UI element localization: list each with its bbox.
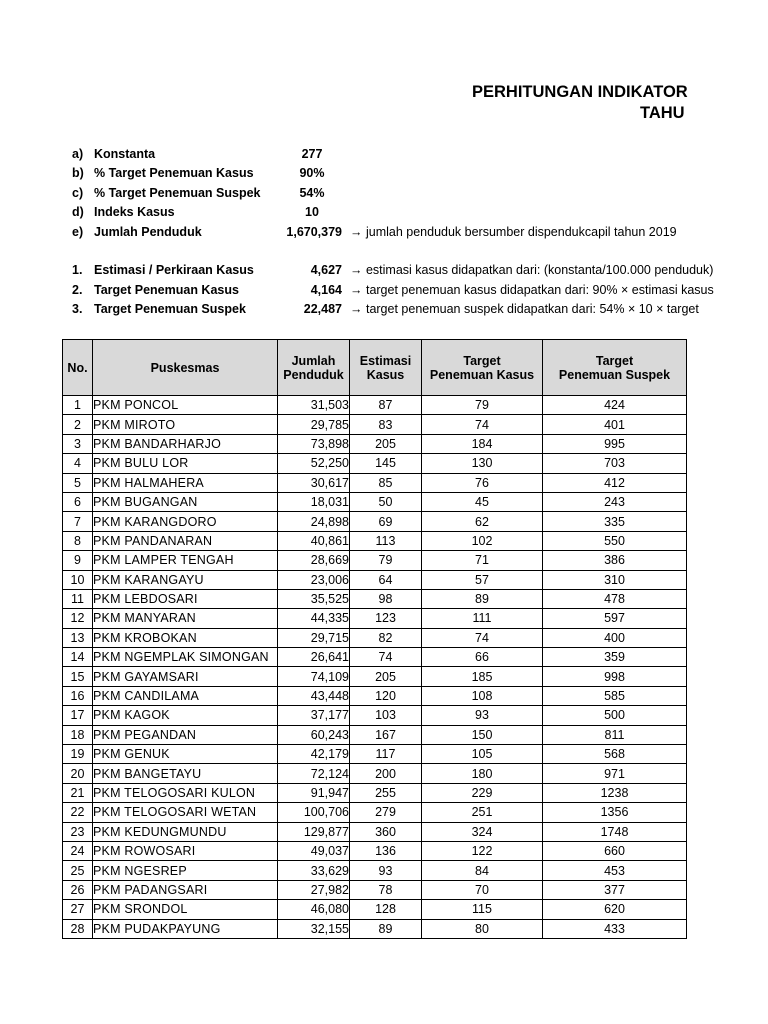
param-row-konstanta: [0, 147, 768, 166]
puskesmas-name: PKM BUGANGAN: [93, 492, 278, 511]
estimasi-kasus: 79: [350, 551, 422, 570]
target-penemuan-suspek: 971: [543, 764, 687, 783]
jumlah-penduduk: 52,250: [278, 454, 350, 473]
estimasi-kasus: 78: [350, 880, 422, 899]
jumlah-penduduk: 30,617: [278, 473, 350, 492]
estimasi-kasus: 113: [350, 531, 422, 550]
row-number: 15: [63, 667, 93, 686]
target-penemuan-suspek: 597: [543, 609, 687, 628]
jumlah-penduduk: 35,525: [278, 589, 350, 608]
row-number: 27: [63, 900, 93, 919]
param-letter: a): [72, 147, 84, 161]
target-penemuan-kasus: 111: [422, 609, 543, 628]
puskesmas-name: PKM MIROTO: [93, 415, 278, 434]
param-label: % Target Penemuan Suspek: [94, 186, 261, 200]
table-row: [63, 822, 687, 841]
param-letter: b): [72, 166, 84, 180]
title-line-1: PERHITUNGAN INDIKATOR: [472, 83, 688, 101]
estimasi-kasus: 167: [350, 725, 422, 744]
result-label: Target Penemuan Suspek: [94, 302, 246, 316]
jumlah-penduduk: 29,785: [278, 415, 350, 434]
table-row: [63, 415, 687, 434]
target-penemuan-kasus: 324: [422, 822, 543, 841]
target-penemuan-suspek: 359: [543, 648, 687, 667]
puskesmas-name: PKM KARANGDORO: [93, 512, 278, 531]
jumlah-penduduk: 44,335: [278, 609, 350, 628]
puskesmas-name: PKM PONCOL: [93, 396, 278, 415]
estimasi-kasus: 123: [350, 609, 422, 628]
jumlah-penduduk: 24,898: [278, 512, 350, 531]
param-value: 10: [305, 205, 319, 219]
header-no: No.: [63, 340, 93, 396]
puskesmas-name: PKM NGESREP: [93, 861, 278, 880]
target-penemuan-kasus: 74: [422, 628, 543, 647]
target-penemuan-kasus: 70: [422, 880, 543, 899]
jumlah-penduduk: 33,629: [278, 861, 350, 880]
estimasi-kasus: 85: [350, 473, 422, 492]
row-number: 28: [63, 919, 93, 938]
header-target-penemuan-suspek: Target Penemuan Suspek: [543, 340, 687, 396]
puskesmas-name: PKM PADANGSARI: [93, 880, 278, 899]
target-penemuan-suspek: 1238: [543, 783, 687, 802]
row-number: 10: [63, 570, 93, 589]
target-penemuan-kasus: 66: [422, 648, 543, 667]
table-row: [63, 628, 687, 647]
row-number: 7: [63, 512, 93, 531]
target-penemuan-suspek: 310: [543, 570, 687, 589]
table-row: [63, 745, 687, 764]
jumlah-penduduk: 129,877: [278, 822, 350, 841]
result-value: 22,487: [303, 302, 342, 316]
row-number: 26: [63, 880, 93, 899]
target-penemuan-kasus: 185: [422, 667, 543, 686]
table-row: [63, 725, 687, 744]
jumlah-penduduk: 23,006: [278, 570, 350, 589]
header-puskesmas: Puskesmas: [93, 340, 278, 396]
estimasi-kasus: 145: [350, 454, 422, 473]
param-letter: d): [72, 205, 84, 219]
row-number: 14: [63, 648, 93, 667]
table-row: [63, 919, 687, 938]
target-penemuan-kasus: 102: [422, 531, 543, 550]
table-row: [63, 706, 687, 725]
estimasi-kasus: 82: [350, 628, 422, 647]
jumlah-penduduk: 74,109: [278, 667, 350, 686]
table-row: [63, 473, 687, 492]
jumlah-penduduk: 32,155: [278, 919, 350, 938]
row-number: 22: [63, 803, 93, 822]
row-number: 19: [63, 745, 93, 764]
puskesmas-name: PKM PANDANARAN: [93, 531, 278, 550]
table-row: [63, 783, 687, 802]
target-penemuan-kasus: 150: [422, 725, 543, 744]
row-number: 25: [63, 861, 93, 880]
result-row-estimasi: [0, 263, 768, 282]
jumlah-penduduk: 18,031: [278, 492, 350, 511]
row-number: 1: [63, 396, 93, 415]
table-row: [63, 686, 687, 705]
puskesmas-name: PKM TELOGOSARI WETAN: [93, 803, 278, 822]
target-penemuan-kasus: 229: [422, 783, 543, 802]
target-penemuan-kasus: 251: [422, 803, 543, 822]
target-penemuan-suspek: 500: [543, 706, 687, 725]
estimasi-kasus: 74: [350, 648, 422, 667]
jumlah-penduduk: 42,179: [278, 745, 350, 764]
target-penemuan-suspek: 811: [543, 725, 687, 744]
jumlah-penduduk: 72,124: [278, 764, 350, 783]
param-label: % Target Penemuan Kasus: [94, 166, 254, 180]
target-penemuan-kasus: 45: [422, 492, 543, 511]
target-penemuan-kasus: 89: [422, 589, 543, 608]
table-row: [63, 803, 687, 822]
estimasi-kasus: 360: [350, 822, 422, 841]
target-penemuan-kasus: 57: [422, 570, 543, 589]
jumlah-penduduk: 26,641: [278, 648, 350, 667]
jumlah-penduduk: 91,947: [278, 783, 350, 802]
result-value: 4,164: [310, 283, 342, 297]
puskesmas-name: PKM HALMAHERA: [93, 473, 278, 492]
target-penemuan-kasus: 71: [422, 551, 543, 570]
row-number: 21: [63, 783, 93, 802]
target-penemuan-suspek: 660: [543, 841, 687, 860]
row-number: 3: [63, 434, 93, 453]
table-row: [63, 648, 687, 667]
jumlah-penduduk: 27,982: [278, 880, 350, 899]
target-penemuan-suspek: 453: [543, 861, 687, 880]
jumlah-penduduk: 28,669: [278, 551, 350, 570]
title-line-2: TAHU: [640, 104, 685, 122]
estimasi-kasus: 83: [350, 415, 422, 434]
puskesmas-name: PKM LEBDOSARI: [93, 589, 278, 608]
puskesmas-name: PKM PEGANDAN: [93, 725, 278, 744]
row-number: 8: [63, 531, 93, 550]
table-row: [63, 512, 687, 531]
target-penemuan-suspek: 995: [543, 434, 687, 453]
row-number: 18: [63, 725, 93, 744]
estimasi-kasus: 136: [350, 841, 422, 860]
table-row: [63, 609, 687, 628]
puskesmas-name: PKM PUDAKPAYUNG: [93, 919, 278, 938]
target-penemuan-kasus: 76: [422, 473, 543, 492]
target-penemuan-kasus: 84: [422, 861, 543, 880]
param-row-indeks-kasus: [0, 205, 768, 224]
table-row: [63, 492, 687, 511]
result-number: 3.: [72, 302, 83, 316]
estimasi-kasus: 93: [350, 861, 422, 880]
table-row: [63, 861, 687, 880]
puskesmas-name: PKM KAGOK: [93, 706, 278, 725]
puskesmas-name: PKM ROWOSARI: [93, 841, 278, 860]
result-row-target-suspek: [0, 302, 768, 321]
puskesmas-name: PKM KEDUNGMUNDU: [93, 822, 278, 841]
target-penemuan-suspek: 335: [543, 512, 687, 531]
param-label: Jumlah Penduduk: [94, 225, 202, 239]
target-penemuan-kasus: 115: [422, 900, 543, 919]
document-title: [472, 83, 768, 125]
target-penemuan-suspek: 998: [543, 667, 687, 686]
header-target-penemuan-kasus: Target Penemuan Kasus: [422, 340, 543, 396]
target-penemuan-suspek: 401: [543, 415, 687, 434]
puskesmas-name: PKM BANDARHARJO: [93, 434, 278, 453]
row-number: 6: [63, 492, 93, 511]
target-penemuan-suspek: 243: [543, 492, 687, 511]
target-penemuan-suspek: 400: [543, 628, 687, 647]
puskesmas-name: PKM GENUK: [93, 745, 278, 764]
table-row: [63, 880, 687, 899]
jumlah-penduduk: 37,177: [278, 706, 350, 725]
table-row: [63, 434, 687, 453]
target-penemuan-suspek: 478: [543, 589, 687, 608]
puskesmas-name: PKM LAMPER TENGAH: [93, 551, 278, 570]
param-value: 90%: [299, 166, 325, 180]
table-row: [63, 396, 687, 415]
table-row: [63, 551, 687, 570]
row-number: 5: [63, 473, 93, 492]
puskesmas-name: PKM BULU LOR: [93, 454, 278, 473]
target-penemuan-suspek: 585: [543, 686, 687, 705]
target-penemuan-kasus: 62: [422, 512, 543, 531]
estimasi-kasus: 69: [350, 512, 422, 531]
target-penemuan-kasus: 105: [422, 745, 543, 764]
estimasi-kasus: 117: [350, 745, 422, 764]
row-number: 16: [63, 686, 93, 705]
puskesmas-name: PKM CANDILAMA: [93, 686, 278, 705]
result-label: Estimasi / Perkiraan Kasus: [94, 263, 254, 277]
estimasi-kasus: 255: [350, 783, 422, 802]
target-penemuan-suspek: 550: [543, 531, 687, 550]
jumlah-penduduk: 29,715: [278, 628, 350, 647]
header-jumlah-penduduk: Jumlah Penduduk: [278, 340, 350, 396]
param-row-target-kasus: [0, 166, 768, 185]
target-penemuan-kasus: 79: [422, 396, 543, 415]
puskesmas-name: PKM KROBOKAN: [93, 628, 278, 647]
table-row: [63, 841, 687, 860]
estimasi-kasus: 87: [350, 396, 422, 415]
estimasi-kasus: 50: [350, 492, 422, 511]
target-penemuan-kasus: 122: [422, 841, 543, 860]
row-number: 11: [63, 589, 93, 608]
target-penemuan-suspek: 424: [543, 396, 687, 415]
puskesmas-name: PKM KARANGAYU: [93, 570, 278, 589]
target-penemuan-kasus: 180: [422, 764, 543, 783]
param-value: 1,670,379: [286, 225, 342, 239]
target-penemuan-kasus: 74: [422, 415, 543, 434]
row-number: 12: [63, 609, 93, 628]
param-letter: e): [72, 225, 84, 239]
table-row: [63, 900, 687, 919]
jumlah-penduduk: 31,503: [278, 396, 350, 415]
target-penemuan-suspek: 377: [543, 880, 687, 899]
target-penemuan-suspek: 620: [543, 900, 687, 919]
puskesmas-name: PKM NGEMPLAK SIMONGAN: [93, 648, 278, 667]
result-number: 2.: [72, 283, 83, 297]
result-note: → target penemuan kasus didapatkan dari: 90% × estimasi kasus: [350, 283, 714, 297]
table-row: [63, 764, 687, 783]
puskesmas-name: PKM GAYAMSARI: [93, 667, 278, 686]
result-value: 4,627: [310, 263, 342, 277]
estimasi-kasus: 98: [350, 589, 422, 608]
jumlah-penduduk: 73,898: [278, 434, 350, 453]
target-penemuan-kasus: 184: [422, 434, 543, 453]
target-penemuan-suspek: 703: [543, 454, 687, 473]
header-estimasi-kasus: Estimasi Kasus: [350, 340, 422, 396]
row-number: 13: [63, 628, 93, 647]
param-label: Konstanta: [94, 147, 156, 161]
target-penemuan-suspek: 1748: [543, 822, 687, 841]
puskesmas-name: PKM BANGETAYU: [93, 764, 278, 783]
table-row: [63, 589, 687, 608]
param-note: → jumlah penduduk bersumber dispendukcapil tahun 2019: [350, 225, 677, 239]
estimasi-kasus: 64: [350, 570, 422, 589]
puskesmas-name: PKM TELOGOSARI KULON: [93, 783, 278, 802]
target-penemuan-kasus: 93: [422, 706, 543, 725]
estimasi-kasus: 120: [350, 686, 422, 705]
estimasi-kasus: 128: [350, 900, 422, 919]
row-number: 4: [63, 454, 93, 473]
jumlah-penduduk: 46,080: [278, 900, 350, 919]
table-header-row: [63, 340, 687, 396]
table-row: [63, 570, 687, 589]
puskesmas-name: PKM MANYARAN: [93, 609, 278, 628]
target-penemuan-kasus: 80: [422, 919, 543, 938]
param-row-jumlah-penduduk: [0, 225, 768, 244]
target-penemuan-suspek: 412: [543, 473, 687, 492]
row-number: 17: [63, 706, 93, 725]
estimasi-kasus: 205: [350, 667, 422, 686]
puskesmas-name: PKM SRONDOL: [93, 900, 278, 919]
table-row: [63, 667, 687, 686]
param-value: 54%: [299, 186, 325, 200]
target-penemuan-kasus: 130: [422, 454, 543, 473]
result-number: 1.: [72, 263, 83, 277]
row-number: 24: [63, 841, 93, 860]
param-letter: c): [72, 186, 84, 200]
row-number: 2: [63, 415, 93, 434]
estimasi-kasus: 279: [350, 803, 422, 822]
target-penemuan-suspek: 568: [543, 745, 687, 764]
target-penemuan-suspek: 433: [543, 919, 687, 938]
table-row: [63, 454, 687, 473]
target-penemuan-suspek: 386: [543, 551, 687, 570]
result-row-target-kasus: [0, 283, 768, 302]
estimasi-kasus: 200: [350, 764, 422, 783]
jumlah-penduduk: 100,706: [278, 803, 350, 822]
estimasi-kasus: 89: [350, 919, 422, 938]
param-label: Indeks Kasus: [94, 205, 175, 219]
jumlah-penduduk: 40,861: [278, 531, 350, 550]
result-note: → target penemuan suspek didapatkan dari: 54% × 10 × target: [350, 302, 699, 316]
jumlah-penduduk: 49,037: [278, 841, 350, 860]
target-penemuan-kasus: 108: [422, 686, 543, 705]
jumlah-penduduk: 60,243: [278, 725, 350, 744]
estimasi-kasus: 205: [350, 434, 422, 453]
table-row: [63, 531, 687, 550]
jumlah-penduduk: 43,448: [278, 686, 350, 705]
result-label: Target Penemuan Kasus: [94, 283, 239, 297]
result-note: → estimasi kasus didapatkan dari: (konstanta/100.000 penduduk): [350, 263, 714, 277]
row-number: 23: [63, 822, 93, 841]
target-penemuan-suspek: 1356: [543, 803, 687, 822]
row-number: 9: [63, 551, 93, 570]
row-number: 20: [63, 764, 93, 783]
puskesmas-table: [62, 339, 687, 939]
estimasi-kasus: 103: [350, 706, 422, 725]
param-value: 277: [301, 147, 323, 161]
param-row-target-suspek: [0, 186, 768, 205]
